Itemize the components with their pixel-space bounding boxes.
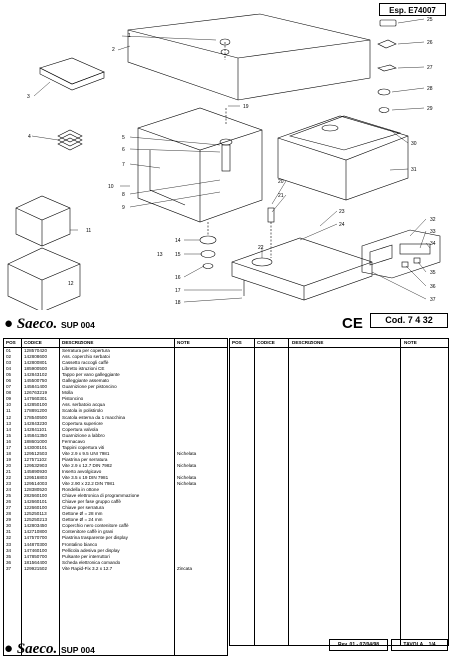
callout-23: 23	[339, 209, 345, 215]
cell-descrizione: Scatola in polistirolo	[62, 408, 103, 414]
cell-pos: 05	[6, 372, 12, 378]
lid-drawing	[128, 14, 370, 100]
callout-17: 17	[175, 288, 181, 294]
cell-pos: 22	[6, 474, 12, 480]
callout-35: 35	[430, 270, 436, 276]
coffee-drawer-drawing	[40, 58, 104, 90]
parts-table	[3, 338, 228, 656]
cell-descrizione: Serratura per copertura	[62, 348, 110, 353]
cell-descrizione: Libretto istruzioni CE	[62, 366, 105, 372]
exploded-view-diagram	[0, 0, 451, 310]
cell-codice: 129512503	[24, 450, 47, 456]
cell-pos: 24	[6, 487, 12, 493]
callout-numbers	[27, 17, 436, 306]
callout-26: 26	[427, 40, 433, 46]
cell-descrizione: Vite 2.9 x 9.5 UNI 7981	[62, 450, 110, 456]
cell-pos: 29	[6, 517, 12, 523]
cell-descrizione: Vite 3.5 x 19 DIN 7981	[62, 474, 109, 480]
cell-descrizione: Vite 2.90 x 22.2 DIN 7981	[62, 481, 115, 487]
tavola-box	[391, 639, 448, 651]
callout-30: 30	[411, 141, 417, 147]
cell-codice: 142803450	[24, 523, 47, 529]
callout-12: 12	[68, 281, 74, 287]
cell-codice: 125250113	[24, 511, 47, 517]
callout-34: 34	[430, 241, 436, 247]
cell-codice: 181564400	[24, 559, 47, 565]
cell-descrizione: Rondella in ottone	[62, 487, 100, 493]
revision-box: Rev. 01 - 07/04/98	[329, 639, 388, 651]
cell-codice: 147460100	[24, 547, 47, 553]
cell-descrizione: Ass. serbatoio acqua	[62, 402, 105, 408]
cell-codice: 145500750	[24, 378, 47, 384]
callout-25: 25	[427, 17, 433, 23]
cell-descrizione: Fermacavo	[62, 438, 85, 444]
cell-pos: 15	[6, 432, 12, 438]
cell-descrizione: Contenitore caffè in grani	[62, 529, 114, 535]
cell-pos: 11	[6, 408, 11, 414]
cell-descrizione: Guarnizione a labbro	[62, 432, 105, 438]
cell-pos: 07	[6, 384, 12, 390]
col-note: NOTE	[402, 339, 448, 348]
cell-note: Nichelata	[177, 462, 197, 468]
page-number: 1/4	[428, 642, 436, 648]
callout-16: 16	[175, 275, 181, 281]
callout-6: 6	[122, 147, 125, 153]
parts-table-body	[4, 348, 227, 572]
col-codice: CODICE	[22, 339, 60, 348]
cell-pos: 19	[6, 456, 12, 462]
cell-descrizione: Tappo per vano galleggiante	[62, 372, 120, 378]
callout-15: 15	[175, 252, 181, 258]
cell-codice: 126763219	[24, 390, 47, 396]
callout-9: 9	[122, 205, 125, 211]
cell-note: Zincata	[177, 565, 193, 571]
cell-codice: 145841350	[24, 432, 47, 438]
cell-descrizione: Chiave per serratura	[62, 505, 104, 511]
callout-24: 24	[339, 222, 345, 228]
code-box: Cod. 7 4 32	[370, 313, 448, 328]
cell-codice: 142843102	[24, 372, 47, 378]
cell-codice: 129516803	[24, 474, 47, 480]
water-tank-drawing	[138, 108, 262, 222]
cell-codice: 143000101	[24, 444, 47, 450]
callout-18: 18	[175, 300, 181, 306]
cell-descrizione: Cassetto raccogli caffè	[62, 360, 109, 366]
cell-pos: 12	[6, 414, 12, 420]
cell-codice: 147570700	[24, 535, 47, 541]
cell-descrizione: Vite 2.9 x 12.7 DIN 7982	[62, 462, 112, 468]
packaging-box-drawing	[8, 196, 80, 310]
brand-logo: ● Saeco.	[4, 641, 58, 657]
manual-drawing	[58, 130, 82, 150]
cell-descrizione: Copertura superiore	[62, 420, 103, 426]
callout-37: 37	[430, 297, 436, 303]
cell-descrizione: Chiave elettronica di programmazione	[62, 493, 140, 499]
cell-descrizione: Piastrina per serratura	[62, 456, 108, 462]
cell-note: Nichelata	[177, 450, 197, 456]
cell-descrizione: Pulsante per interruttori	[62, 553, 110, 559]
cell-descrizione: Inserto avvolgicavo	[62, 468, 102, 474]
cell-pos: 37	[6, 565, 12, 571]
cell-pos: 32	[6, 535, 12, 541]
cell-note: Nichelata	[177, 481, 197, 487]
cell-pos: 36	[6, 559, 12, 565]
model-name: SUP 004	[60, 320, 95, 330]
callout-33: 33	[430, 229, 436, 235]
callout-27: 27	[427, 65, 433, 71]
table-row	[4, 566, 227, 572]
cell-codice: 145841400	[24, 384, 47, 390]
cell-pos: 14	[6, 426, 12, 432]
cell-descrizione: Galleggiante assemato	[62, 378, 109, 384]
callout-28: 28	[427, 86, 433, 92]
callout-21: 21	[278, 193, 284, 199]
cell-pos: 10	[6, 402, 12, 408]
cell-pos: 26	[6, 499, 12, 505]
cell-codice: 128570420	[24, 348, 47, 353]
cell-pos: 31	[6, 529, 12, 535]
callout-5: 5	[122, 135, 125, 141]
table-header	[4, 339, 227, 348]
header-brand	[4, 315, 95, 333]
cell-codice: 144870300	[24, 541, 47, 547]
cell-descrizione: Gettone Ø = 28 mm	[62, 511, 103, 517]
cell-descrizione: Piastrina trasparente per display	[62, 535, 128, 541]
cell-descrizione: Chiave per fase gruppo caffè	[62, 499, 121, 505]
cell-codice: 125250213	[24, 517, 47, 523]
cell-note: Nichelata	[177, 474, 197, 480]
cell-pos: 09	[6, 396, 12, 402]
cell-descrizione: Scheda elettronica comando	[62, 559, 121, 565]
cell-pos: 28	[6, 511, 12, 517]
cell-descrizione: Tappini copertura viti	[62, 444, 105, 450]
callout-3: 3	[27, 94, 30, 100]
cell-pos: 16	[6, 438, 12, 444]
cell-pos: 17	[6, 444, 12, 450]
cell-pos: 01	[6, 348, 12, 353]
callout-13: 13	[157, 252, 163, 258]
table-header	[230, 339, 448, 348]
callout-36: 36	[430, 284, 436, 290]
esp-label: Esp. E74007	[379, 3, 446, 16]
col-descrizione: DESCRIZIONE	[290, 339, 402, 348]
cell-codice: 145890930	[24, 468, 47, 474]
cell-pos: 34	[6, 547, 12, 553]
callout-14: 14	[175, 238, 181, 244]
callout-20: 20	[278, 179, 284, 185]
cell-descrizione: Copertura valvola	[62, 426, 99, 432]
valve-parts-drawing	[200, 222, 216, 269]
cell-descrizione: Gettone Ø = 24 mm	[62, 517, 103, 523]
callout-7: 7	[122, 162, 125, 168]
cell-descrizione: Molla	[62, 390, 73, 396]
col-pos: POS	[4, 339, 22, 348]
bean-container-drawing	[278, 116, 408, 200]
cell-descrizione: Frontalino bianco	[62, 541, 98, 547]
callout-4: 4	[28, 134, 31, 140]
cell-descrizione: Pellicola adesiva per display	[62, 547, 120, 553]
cell-pos: 13	[6, 420, 12, 426]
tavola-label: TAVOLA	[403, 642, 424, 648]
cell-pos: 30	[6, 523, 12, 529]
cell-codice: 142841101	[24, 426, 47, 432]
cell-codice: 282660100	[24, 493, 47, 499]
cell-codice: 142660101	[24, 499, 47, 505]
cell-descrizione: Pistoncino	[62, 396, 84, 402]
callout-22: 22	[258, 245, 264, 251]
callout-31: 31	[411, 167, 417, 173]
cell-pos: 20	[6, 462, 12, 468]
cell-codice: 142850100	[24, 402, 47, 408]
cell-descrizione: Coperchio nero contenitore caffè	[62, 523, 129, 529]
cell-codice: 147850700	[24, 553, 47, 559]
cell-codice: 129921502	[24, 565, 47, 571]
base-drawing	[232, 208, 372, 300]
cell-pos: 04	[6, 366, 12, 372]
callout-11: 11	[86, 228, 92, 234]
cell-pos: 02	[6, 354, 12, 360]
callout-2: 2	[112, 47, 115, 53]
col-descrizione: DESCRIZIONE	[60, 339, 175, 348]
cell-codice: 178891200	[24, 408, 47, 414]
callout-29: 29	[427, 106, 433, 112]
brand-logo: ● Saeco.	[4, 316, 58, 332]
cell-codice: 185900500	[24, 366, 47, 372]
cell-codice: 129514003	[24, 481, 47, 487]
saeco-swirl-icon: ●	[4, 641, 14, 657]
cell-pos: 21	[6, 468, 12, 474]
callout-19: 19	[243, 104, 249, 110]
cell-pos: 27	[6, 505, 12, 511]
model-name: SUP 004	[60, 645, 95, 655]
cell-codice: 178540500	[24, 414, 47, 420]
keys-tokens-drawing	[378, 20, 396, 113]
cell-codice: 129532903	[24, 462, 47, 468]
cell-pos: 35	[6, 553, 12, 559]
cell-codice: 142800801	[24, 360, 47, 366]
cell-codice: 142808600	[24, 354, 47, 360]
cell-pos: 18	[6, 450, 12, 456]
cell-pos: 23	[6, 481, 12, 487]
cell-codice: 128380520	[24, 487, 47, 493]
cell-descrizione: Guarnizione per pistoncino	[62, 384, 117, 390]
cell-codice: 188601000	[24, 438, 47, 444]
cell-descrizione: Scatola esterna da 1 macchina	[62, 414, 126, 420]
display-board-drawing	[362, 230, 440, 278]
callout-8: 8	[122, 192, 125, 198]
col-codice: CODICE	[255, 339, 290, 348]
cell-descrizione: Ass. coperchio serbatoi	[62, 354, 110, 360]
callout-32: 32	[430, 217, 436, 223]
cell-pos: 25	[6, 493, 12, 499]
callout-1: 1	[128, 33, 131, 39]
callout-10: 10	[108, 184, 114, 190]
col-note: NOTE	[175, 339, 227, 348]
cell-pos: 08	[6, 390, 12, 396]
saeco-swirl-icon: ●	[4, 316, 14, 332]
col-pos: POS	[230, 339, 255, 348]
cell-codice: 147660301	[24, 396, 47, 402]
cell-codice: 142710800	[24, 529, 47, 535]
cell-descrizione: Vite Rapid-Fix 3.2 x 12.7	[62, 565, 113, 571]
cell-pos: 03	[6, 360, 12, 366]
cell-codice: 127571102	[24, 456, 47, 462]
parts-table-continued	[229, 338, 449, 646]
cell-pos: 06	[6, 378, 12, 384]
cell-codice: 122660100	[24, 505, 47, 511]
ce-mark: CE	[342, 315, 363, 332]
cell-pos: 33	[6, 541, 12, 547]
cell-codice: 142843230	[24, 420, 47, 426]
footer-brand	[4, 640, 95, 658]
